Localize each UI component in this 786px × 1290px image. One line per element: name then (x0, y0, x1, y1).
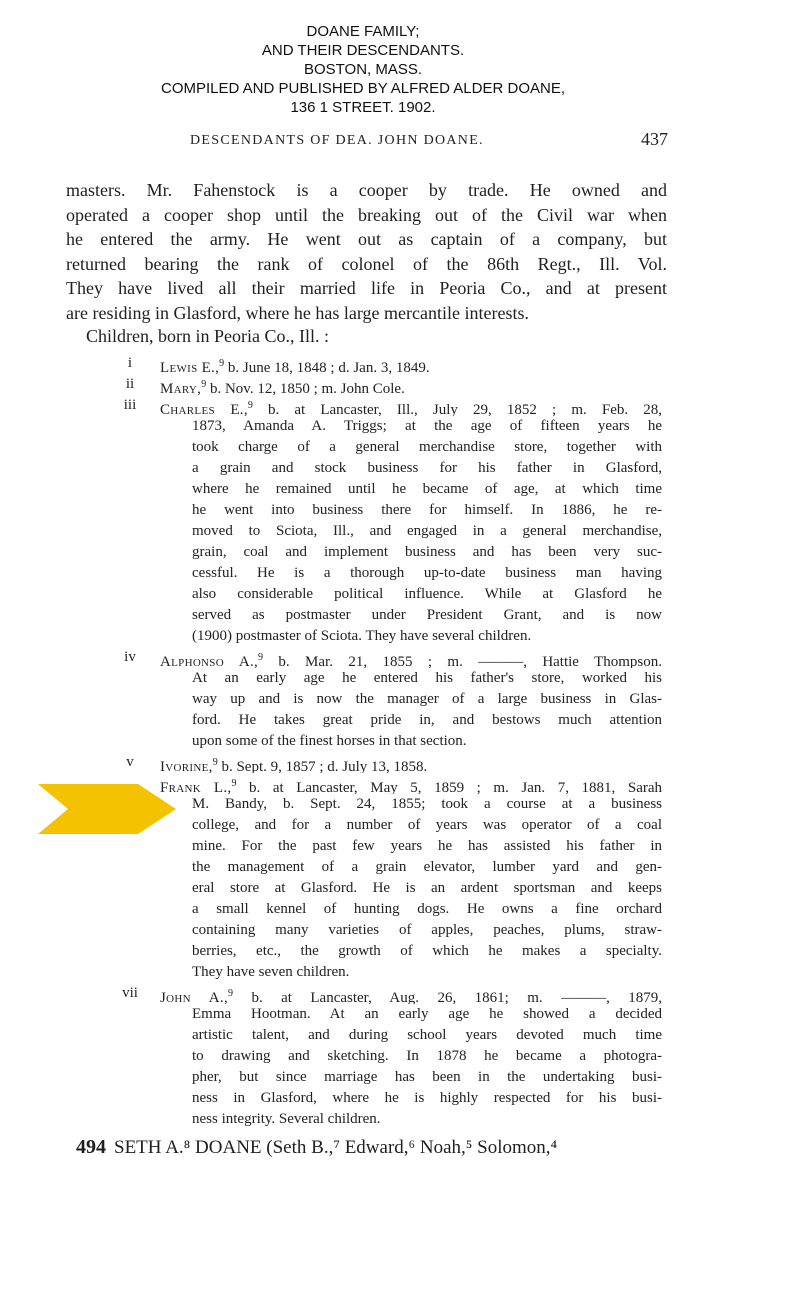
footer-entry-number: 494 (76, 1136, 106, 1158)
child-entry-details: b. at Lancaster, Aug. 26, 1861; m. ———, 1879, (233, 990, 662, 1004)
child-entry-line: eral store at Glasford. He is an ardent sportsman and keeps (192, 880, 662, 896)
child-entry-line: At an early age he entered his father's store, worked his (192, 670, 662, 686)
child-entry-line: also considerable political influence. While at Glasford he (192, 586, 662, 602)
child-entry-details: b. at Lancaster, May 5, 1859 ; m. Jan. 7, 1881, Sarah (236, 780, 662, 794)
child-entry-number: iii (123, 397, 137, 413)
child-entry (0, 395, 786, 647)
paragraph-line: They have lived all their married life in Peoria Co., and at present (66, 278, 667, 298)
child-entry-first-line (160, 647, 662, 668)
paragraph-line: he entered the army. He went out as captain of a company, but (66, 229, 667, 249)
child-entry-line: the management of a grain elevator, lumber yard and gen- (192, 859, 662, 875)
child-entry-first-line (160, 395, 662, 416)
child-entry-line: artistic talent, and during school years devoted much time (192, 1027, 662, 1043)
child-name: Lewis E., (160, 360, 220, 374)
children-list (0, 353, 786, 1130)
running-head (190, 129, 668, 149)
child-entry (0, 752, 786, 773)
child-entry-details: b. Sept. 9, 1857 ; d. July 13, 1858. (217, 759, 428, 773)
child-name: Ivorine, (160, 759, 213, 773)
caption-line: AND THEIR DESCENDANTS. (261, 42, 465, 59)
child-entry-first-line (160, 353, 662, 374)
generation-superscript: 9 (247, 400, 253, 411)
child-entry-line: served as postmaster under President Grant, and is now (192, 607, 662, 623)
paragraph-line: masters. Mr. Fahenstock is a cooper by trade. He owned and (66, 180, 667, 200)
child-name: Alphonso A., (160, 654, 259, 668)
page-caption (0, 22, 726, 117)
child-entry-line: way up and is now the manager of a large business in Glas- (192, 691, 662, 707)
child-entry-line: ness in Glasford, where he is highly respected for his busi- (192, 1090, 662, 1106)
caption-line: BOSTON, MASS. (303, 61, 423, 78)
running-head-title: DESCENDANTS OF DEA. JOHN DOANE. (190, 133, 484, 148)
paragraph-line: returned bearing the rank of colonel of the 86th Regt., Ill. Vol. (66, 253, 667, 274)
child-entry-line: a small kennel of hunting dogs. He owns a fine orchard (192, 901, 662, 917)
child-entry-line: berries, etc., the growth of which he makes a specialty. (192, 943, 662, 959)
child-entry (0, 647, 786, 752)
child-entry-details: b. Mar. 21, 1855 ; m. ———, Hattie Thompson. (263, 654, 662, 668)
child-entry-line: ford. He takes great pride in, and bestows much attention (192, 712, 662, 728)
child-entry (0, 353, 786, 374)
child-entry-line: 1873, Amanda A. Triggs; at the age of fifteen years he (192, 418, 662, 434)
child-entry-details: b. June 18, 1848 ; d. Jan. 3, 1849. (224, 360, 430, 374)
page-number: 437 (641, 129, 668, 149)
generation-superscript: 9 (212, 757, 218, 768)
child-entry-line: he went into business there for himself. In 1886, he re- (192, 502, 662, 518)
child-name: John A., (160, 990, 229, 1004)
child-name: Charles E., (160, 402, 248, 416)
footer-entry-text: SETH A.⁸ DOANE (Seth B.,⁷ Edward,⁶ Noah,⁵ Solomon,⁴ (114, 1137, 558, 1158)
child-entry-number: v (126, 754, 134, 770)
child-entry-line: pher, but since marriage has been in the undertaking busi- (192, 1069, 662, 1085)
generation-superscript: 9 (219, 358, 225, 369)
child-entry-line: moved to Sciota, Ill., and engaged in a general merchandise, (192, 523, 662, 539)
child-entry-line: a grain and stock business for his father in Glasford, (192, 460, 662, 476)
body-paragraph (66, 178, 667, 325)
child-entry-line: upon some of the finest horses in that section. (192, 733, 467, 749)
child-name: Frank L., (160, 780, 232, 794)
child-entry-line: Emma Hootman. At an early age he showed a decided (192, 1006, 662, 1022)
child-entry (0, 374, 786, 395)
child-entry-line: They have seven children. (192, 964, 350, 980)
child-entry-number: ii (125, 376, 135, 392)
child-entry-number: i (127, 355, 133, 371)
paragraph-line: operated a cooper shop until the breaking out of the Civil war when (66, 204, 667, 225)
child-entry-line: took charge of a general merchandise store, together with (192, 439, 662, 455)
generation-superscript: 9 (258, 652, 264, 663)
child-entry-details: b. at Lancaster, Ill., July 29, 1852 ; m. Feb. 28, (252, 402, 662, 416)
caption-line: 136 1 STREET. 1902. (290, 99, 436, 116)
child-entry-line: M. Bandy, b. Sept. 24, 1855; took a course at a business (192, 796, 662, 812)
child-entry-line: (1900) postmaster of Sciota. They have several children. (192, 628, 532, 644)
children-intro: Children, born in Peoria Co., Ill. : (86, 326, 329, 346)
footer-heading (76, 1136, 666, 1159)
generation-superscript: 9 (201, 379, 207, 390)
child-name: Mary, (160, 381, 202, 395)
child-entry-line: college, and for a number of years was operator of a coal (192, 817, 662, 833)
chevron-arrow-icon (38, 784, 176, 834)
child-entry (0, 983, 786, 1130)
paragraph-line: are residing in Glasford, where he has large mercantile interests. (66, 302, 529, 323)
child-entry-first-line (160, 752, 662, 773)
child-entry-line: mine. For the past few years he has assisted his father in (192, 838, 662, 854)
child-entry-first-line (160, 773, 662, 794)
child-entry-number: vii (122, 985, 138, 1001)
child-entry-line: to drawing and sketching. In 1878 he became a photogra- (192, 1048, 662, 1064)
generation-superscript: 9 (228, 988, 234, 999)
caption-line: COMPILED AND PUBLISHED BY ALFRED ALDER DOANE, (160, 80, 565, 97)
child-entry-first-line (160, 374, 662, 395)
child-entry-details: b. Nov. 12, 1850 ; m. John Cole. (206, 381, 405, 395)
generation-superscript: 9 (231, 778, 237, 789)
child-entry-number: iv (124, 649, 136, 665)
child-entry-line: ness integrity. Several children. (192, 1111, 381, 1127)
child-entry-line: grain, coal and implement business and has been very suc- (192, 544, 662, 560)
child-entry-line: where he remained until he became of age, at which time (192, 481, 662, 497)
caption-line: DOANE FAMILY; (306, 23, 420, 40)
child-entry-first-line (160, 983, 662, 1004)
child-entry-line: containing many varieties of apples, peaches, plums, straw- (192, 922, 662, 938)
child-entry-line: cessful. He is a thorough up-to-date business man having (192, 565, 662, 581)
